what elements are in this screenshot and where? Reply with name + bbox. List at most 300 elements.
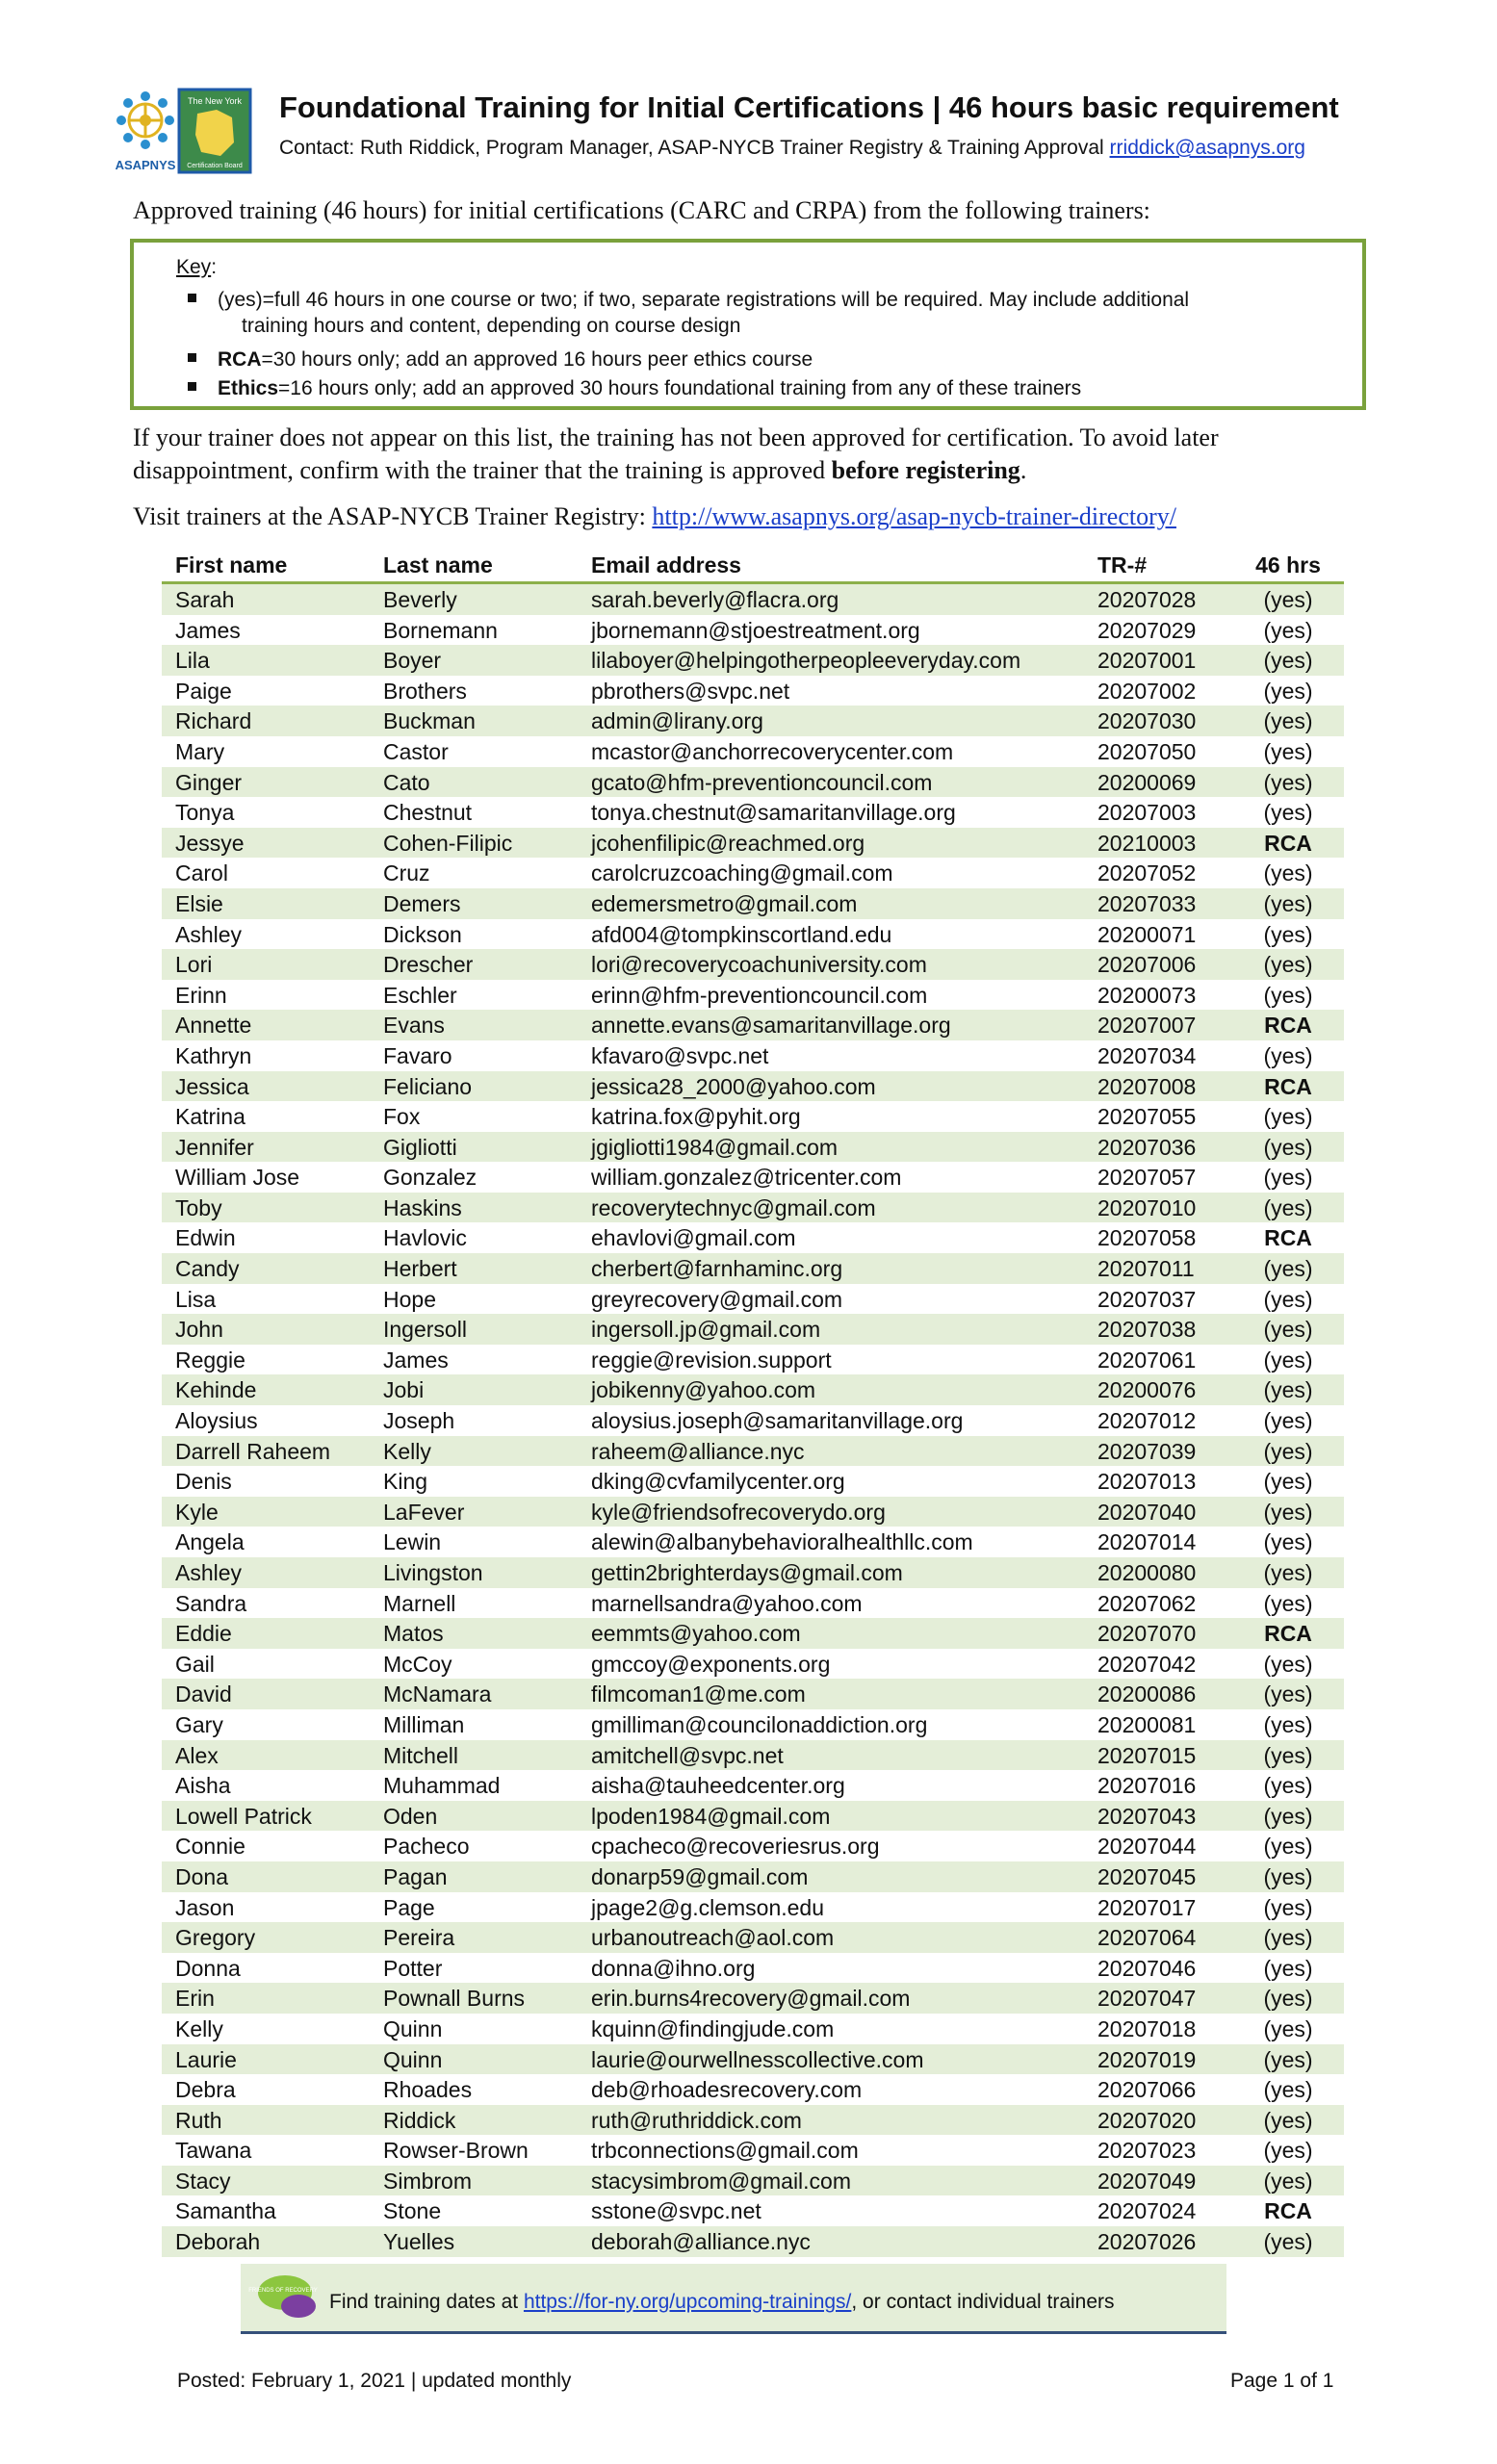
cell-tr-number: 20207011 [1097, 1256, 1195, 1282]
cell-tr-number: 20207040 [1097, 1499, 1197, 1525]
table-row [162, 1983, 1344, 2014]
cell-hours: (yes) [1263, 1165, 1313, 1191]
cell-last-name: Rhoades [383, 2077, 473, 2103]
cell-last-name: Joseph [383, 1408, 455, 1434]
cell-tr-number: 20207017 [1097, 1894, 1197, 1920]
cell-hours: RCA [1264, 830, 1312, 856]
page-number: Page 1 of 1 [1230, 2370, 1334, 2392]
cell-tr-number: 20207037 [1097, 1286, 1197, 1312]
cell-last-name: Gigliotti [383, 1134, 457, 1160]
cell-tr-number: 20207070 [1097, 1621, 1197, 1647]
cell-email[interactable]: gmccoy@exponents.org [591, 1651, 831, 1677]
cell-email[interactable]: jcohenfilipic@reachmed.org [591, 830, 865, 856]
cell-tr-number: 20207012 [1097, 1408, 1197, 1434]
cell-email[interactable]: amitchell@svpc.net [591, 1742, 784, 1768]
cell-hours: RCA [1264, 1621, 1312, 1647]
table-row [162, 1922, 1344, 1953]
cell-email[interactable]: laurie@ourwellnesscollective.com [591, 2046, 924, 2072]
cell-first-name: Katrina [175, 1104, 245, 1130]
cell-email[interactable]: erinn@hfm-preventioncouncil.com [591, 982, 928, 1008]
cell-hours: (yes) [1263, 1834, 1313, 1860]
cell-last-name: Favaro [383, 1042, 452, 1068]
cell-hours: (yes) [1263, 1803, 1313, 1829]
cell-last-name: Drescher [383, 952, 474, 978]
cell-first-name: Stacy [175, 2168, 231, 2194]
cell-tr-number: 20207043 [1097, 1803, 1197, 1829]
table-row [162, 1892, 1344, 1923]
cell-email[interactable]: dking@cvfamilycenter.org [591, 1469, 845, 1495]
cell-hours: (yes) [1263, 2077, 1313, 2103]
cell-last-name: Quinn [383, 2015, 443, 2041]
cell-tr-number: 20207033 [1097, 890, 1197, 916]
cell-first-name: Sandra [175, 1590, 247, 1616]
cell-tr-number: 20207019 [1097, 2046, 1197, 2072]
key-label [176, 256, 217, 279]
cell-email[interactable]: deb@rhoadesrecovery.com [591, 2077, 863, 2103]
cell-tr-number: 20207003 [1097, 800, 1197, 826]
intro-text: Approved training (46 hours) for initial certifications (CARC and CRPA) from the following trainers: [133, 196, 1150, 224]
cell-tr-number: 20207018 [1097, 2015, 1197, 2041]
cell-hours: (yes) [1263, 1194, 1313, 1220]
cell-tr-number: 20207007 [1097, 1013, 1197, 1039]
cell-email[interactable]: marnellsandra@yahoo.com [591, 1590, 863, 1616]
page-title: Foundational Training for Initial Certifications | 46 hours basic requirement [279, 90, 1339, 124]
key-label-colon: : [211, 256, 218, 278]
bullet-icon [188, 382, 196, 391]
cell-last-name: Marnell [383, 1590, 456, 1616]
cell-first-name: Connie [175, 1834, 245, 1860]
table-row [162, 2195, 1344, 2226]
cell-first-name: Lori [175, 952, 213, 978]
cell-last-name: Potter [383, 1955, 443, 1981]
cell-last-name: Simbrom [383, 2168, 473, 2194]
notice-line-2-text: disappointment, confirm with the trainer that the training is approved [133, 456, 832, 484]
cell-email[interactable]: edemersmetro@gmail.com [591, 890, 858, 916]
cell-first-name: Aloysius [175, 1408, 258, 1434]
cell-first-name: Ashley [175, 1560, 243, 1585]
cell-last-name: Brothers [383, 678, 467, 704]
table-row [162, 1374, 1344, 1405]
cell-hours: (yes) [1263, 860, 1313, 886]
cell-tr-number: 20207052 [1097, 860, 1197, 886]
cell-last-name: Stone [383, 2198, 442, 2224]
cell-email[interactable]: aloysius.joseph@samaritanvillage.org [591, 1408, 964, 1434]
cell-first-name: Carol [175, 860, 228, 886]
notice-line-1: If your trainer does not appear on this list, the training has not been approved for certification. To avoid later [133, 424, 1219, 451]
cell-email[interactable]: william.gonzalez@tricenter.com [591, 1165, 902, 1191]
cell-hours: (yes) [1263, 1711, 1313, 1737]
table-row [162, 1649, 1344, 1680]
cell-hours: (yes) [1263, 890, 1313, 916]
cell-tr-number: 20207010 [1097, 1194, 1197, 1220]
cell-email[interactable]: raheem@alliance.nyc [591, 1438, 805, 1464]
cell-last-name: Feliciano [383, 1073, 473, 1099]
for-logo-text: FRIENDS OF RECOVERY [248, 2288, 318, 2294]
cell-last-name: Pownall Burns [383, 1986, 526, 2012]
cell-email[interactable]: deborah@alliance.nyc [591, 2229, 811, 2255]
cell-email[interactable]: jpage2@g.clemson.edu [591, 1894, 825, 1920]
cell-tr-number: 20207014 [1097, 1529, 1197, 1555]
table-row [162, 1709, 1344, 1740]
cell-hours: RCA [1264, 1013, 1312, 1039]
table-row [162, 1040, 1344, 1071]
cell-hours: (yes) [1263, 1742, 1313, 1768]
cell-first-name: Sarah [175, 587, 235, 612]
cell-email[interactable]: jessica28_2000@yahoo.com [591, 1073, 876, 1099]
cell-tr-number: 20207064 [1097, 1925, 1197, 1951]
cell-tr-number: 20207015 [1097, 1742, 1197, 1768]
cell-hours: (yes) [1263, 587, 1313, 612]
cell-email[interactable]: pbrothers@svpc.net [591, 678, 790, 704]
cell-last-name: Herbert [383, 1256, 457, 1282]
cell-first-name: Edwin [175, 1225, 236, 1251]
cell-email[interactable]: lpoden1984@gmail.com [591, 1803, 831, 1829]
cell-email[interactable]: ingersoll.jp@gmail.com [591, 1317, 821, 1343]
cell-last-name: Jobi [383, 1377, 425, 1403]
notice-line-2 [133, 456, 1026, 485]
cell-first-name: Aisha [175, 1773, 231, 1799]
find-text: Find training dates at [329, 2291, 524, 2313]
find-suffix: , or contact individual trainers [851, 2291, 1115, 2313]
cell-hours: (yes) [1263, 1347, 1313, 1373]
cell-tr-number: 20207023 [1097, 2138, 1197, 2164]
cell-hours: (yes) [1263, 1286, 1313, 1312]
key-box [130, 239, 1366, 410]
contact-text: Contact: Ruth Riddick, Program Manager, ASAP-NYCB Trainer Registry & Training Approval [279, 137, 1110, 159]
cell-tr-number: 20207002 [1097, 678, 1197, 704]
key-item-rca [188, 348, 813, 372]
table-row [162, 584, 1344, 615]
key-item-yes [188, 289, 1189, 312]
asapnys-logo [114, 89, 177, 177]
cell-tr-number: 20207044 [1097, 1834, 1197, 1860]
table-row [162, 1801, 1344, 1832]
table-row [162, 1436, 1344, 1467]
cell-hours: RCA [1264, 1073, 1312, 1099]
cell-first-name: Mary [175, 738, 225, 764]
key-ethics-text: =16 hours only; add an approved 30 hours foundational training from any of these trainers [278, 377, 1082, 399]
cell-last-name: Cato [383, 769, 430, 795]
key-item-yes-text: (yes)=full 46 hours in one course or two; if two, separate registrations will be required. May include additional [218, 289, 1190, 311]
cell-last-name: Livingston [383, 1560, 483, 1585]
table-row [162, 676, 1344, 706]
cell-last-name: Riddick [383, 2107, 456, 2133]
cell-first-name: Gregory [175, 1925, 256, 1951]
registry-text: Visit trainers at the ASAP-NYCB Trainer Registry: [133, 502, 653, 530]
cell-hours: (yes) [1263, 952, 1313, 978]
cell-email[interactable]: cherbert@farnhaminc.org [591, 1256, 843, 1282]
table-row [162, 706, 1344, 736]
cell-email[interactable]: afd004@tompkinscortland.edu [591, 921, 892, 947]
table-row [162, 888, 1344, 919]
cell-email[interactable]: kyle@friendsofrecoverydo.org [591, 1499, 886, 1525]
cell-hours: (yes) [1263, 2107, 1313, 2133]
table-row [162, 615, 1344, 646]
cell-first-name: Angela [175, 1529, 245, 1555]
cell-hours: (yes) [1263, 982, 1313, 1008]
table-row [162, 2014, 1344, 2044]
cell-hours: (yes) [1263, 678, 1313, 704]
cell-last-name: Ingersoll [383, 1317, 467, 1343]
cell-last-name: Hope [383, 1286, 436, 1312]
cell-first-name: John [175, 1317, 223, 1343]
cell-email[interactable]: katrina.fox@pyhit.org [591, 1104, 801, 1130]
table-row [162, 1466, 1344, 1497]
cell-first-name: Erinn [175, 982, 227, 1008]
cell-last-name: Haskins [383, 1194, 462, 1220]
cell-email[interactable]: gettin2brighterdays@gmail.com [591, 1560, 903, 1585]
cell-last-name: Pagan [383, 1863, 448, 1889]
table-row [162, 1101, 1344, 1132]
cell-first-name: Candy [175, 1256, 240, 1282]
bullet-icon [188, 353, 196, 362]
cell-last-name: Demers [383, 890, 461, 916]
cell-last-name: Rowser-Brown [383, 2138, 529, 2164]
table-row [162, 2166, 1344, 2196]
asapnys-logo-text: ASAPNYS [115, 158, 176, 172]
cell-email[interactable]: kfavaro@svpc.net [591, 1042, 769, 1068]
cell-hours: (yes) [1263, 1104, 1313, 1130]
cell-first-name: Kathryn [175, 1042, 252, 1068]
cell-email[interactable]: jbornemann@stjoestreatment.org [591, 617, 920, 643]
cell-hours: (yes) [1263, 1529, 1313, 1555]
table-row [162, 1284, 1344, 1315]
cell-last-name: Quinn [383, 2046, 443, 2072]
cell-email[interactable]: annette.evans@samaritanvillage.org [591, 1013, 951, 1039]
cell-first-name: Tawana [175, 2138, 252, 2164]
nycb-logo-bottom: Certification Board [187, 163, 243, 169]
table-row [162, 858, 1344, 888]
cell-last-name: Boyer [383, 648, 442, 674]
cell-tr-number: 20207034 [1097, 1042, 1197, 1068]
cell-email[interactable]: sarah.beverly@flacra.org [591, 587, 839, 612]
cell-email[interactable]: admin@lirany.org [591, 708, 763, 734]
cell-hours: (yes) [1263, 2015, 1313, 2041]
cell-email[interactable]: lilaboyer@helpingotherpeopleeveryday.com [591, 648, 1021, 674]
header-first-name: First name [175, 552, 288, 578]
cell-email[interactable]: gcato@hfm-preventioncouncil.com [591, 769, 933, 795]
table-row [162, 1831, 1344, 1861]
cell-hours: (yes) [1263, 2168, 1313, 2194]
cell-first-name: Richard [175, 708, 252, 734]
cell-last-name: LaFever [383, 1499, 465, 1525]
cell-email[interactable]: eemmts@yahoo.com [591, 1621, 801, 1647]
nycb-logo [178, 89, 251, 173]
trainings-link[interactable]: https://for-ny.org/upcoming-trainings/ [523, 2291, 852, 2313]
table-row [162, 1010, 1344, 1040]
cell-email[interactable]: kquinn@findingjude.com [591, 2015, 835, 2041]
cell-hours: (yes) [1263, 1408, 1313, 1434]
registry-link[interactable]: http://www.asapnys.org/asap-nycb-trainer-directory/ [652, 502, 1176, 530]
cell-first-name: Erin [175, 1986, 215, 2012]
cell-last-name: Castor [383, 738, 449, 764]
cell-last-name: Evans [383, 1013, 445, 1039]
cell-last-name: Chestnut [383, 800, 473, 826]
cell-first-name: Jennifer [175, 1134, 254, 1160]
cell-hours: (yes) [1263, 1894, 1313, 1920]
cell-first-name: Dona [175, 1863, 228, 1889]
cell-last-name: McNamara [383, 1681, 492, 1707]
table-row [162, 1193, 1344, 1223]
cell-tr-number: 20207047 [1097, 1986, 1197, 2012]
cell-first-name: Jessye [175, 830, 245, 856]
cell-last-name: Matos [383, 1621, 444, 1647]
table-row [162, 1314, 1344, 1345]
table-header [162, 551, 1344, 584]
cell-hours: (yes) [1263, 1863, 1313, 1889]
table-row [162, 767, 1344, 798]
cell-first-name: David [175, 1681, 232, 1707]
cell-email[interactable]: donarp59@gmail.com [591, 1863, 809, 1889]
cell-first-name: Ruth [175, 2107, 222, 2133]
cell-last-name: Buckman [383, 708, 476, 734]
cell-email[interactable]: ehavlovi@gmail.com [591, 1225, 796, 1251]
cell-email[interactable]: alewin@albanybehavioralhealthllc.com [591, 1529, 973, 1555]
cell-hours: (yes) [1263, 738, 1313, 764]
find-dates-line [329, 2291, 1115, 2314]
cell-email[interactable]: gmilliman@councilonaddiction.org [591, 1711, 928, 1737]
cell-email[interactable]: tonya.chestnut@samaritanvillage.org [591, 800, 956, 826]
cell-email[interactable]: reggie@revision.support [591, 1347, 832, 1373]
table-row [162, 1162, 1344, 1193]
cell-first-name: Samantha [175, 2198, 276, 2224]
cell-tr-number: 20207030 [1097, 708, 1197, 734]
cell-first-name: Laurie [175, 2046, 237, 2072]
cell-email[interactable]: donna@ihno.org [591, 1955, 756, 1981]
cell-hours: (yes) [1263, 2229, 1313, 2255]
cell-hours: (yes) [1263, 1042, 1313, 1068]
contact-email-link[interactable]: rriddick@asapnys.org [1109, 137, 1305, 159]
cell-tr-number: 20207061 [1097, 1347, 1197, 1373]
cell-email[interactable]: sstone@svpc.net [591, 2198, 761, 2224]
table-row [162, 2226, 1344, 2257]
table-row [162, 797, 1344, 828]
cell-last-name: McCoy [383, 1651, 452, 1677]
cell-email[interactable]: aisha@tauheedcenter.org [591, 1773, 845, 1799]
cell-tr-number: 20200081 [1097, 1711, 1197, 1737]
cell-hours: (yes) [1263, 1925, 1313, 1951]
cell-email[interactable]: greyrecovery@gmail.com [591, 1286, 843, 1312]
registry-line [133, 502, 1176, 531]
cell-tr-number: 20200080 [1097, 1560, 1197, 1585]
cell-email[interactable]: stacysimbrom@gmail.com [591, 2168, 852, 2194]
cell-last-name: Page [383, 1894, 435, 1920]
cell-first-name: Reggie [175, 1347, 245, 1373]
table-body [162, 584, 1344, 2257]
cell-tr-number: 20207039 [1097, 1438, 1197, 1464]
cell-email[interactable]: filmcoman1@me.com [591, 1681, 806, 1707]
cell-email[interactable]: mcastor@anchorrecoverycenter.com [591, 738, 954, 764]
cell-tr-number: 20207049 [1097, 2168, 1197, 2194]
bullet-icon [188, 294, 196, 302]
key-ethics-bold: Ethics [218, 377, 279, 399]
cell-hours: (yes) [1263, 921, 1313, 947]
key-item-yes-cont: training hours and content, depending on course design [242, 315, 741, 337]
cell-tr-number: 20207045 [1097, 1863, 1197, 1889]
cell-hours: (yes) [1263, 1560, 1313, 1585]
cell-first-name: Jason [175, 1894, 235, 1920]
cell-last-name: Oden [383, 1803, 438, 1829]
table-row [162, 1071, 1344, 1102]
table-row [162, 1345, 1344, 1375]
cell-first-name: Paige [175, 678, 232, 704]
cell-tr-number: 20200076 [1097, 1377, 1197, 1403]
cell-email[interactable]: erin.burns4recovery@gmail.com [591, 1986, 911, 2012]
nycb-logo-top: The New York [187, 96, 243, 106]
cell-email[interactable]: jobikenny@yahoo.com [591, 1377, 816, 1403]
cell-hours: (yes) [1263, 2138, 1313, 2164]
cell-tr-number: 20207066 [1097, 2077, 1197, 2103]
table-row [162, 736, 1344, 767]
cell-tr-number: 20200073 [1097, 982, 1197, 1008]
cell-last-name: Eschler [383, 982, 457, 1008]
cell-email[interactable]: lori@recoverycoachuniversity.com [591, 952, 927, 978]
posted-date: Posted: February 1, 2021 | updated monthly [177, 2370, 572, 2392]
cell-email[interactable]: jgigliotti1984@gmail.com [591, 1134, 839, 1160]
cell-hours: (yes) [1263, 800, 1313, 826]
cell-tr-number: 20207016 [1097, 1773, 1197, 1799]
cell-tr-number: 20207024 [1097, 2198, 1197, 2224]
cell-hours: (yes) [1263, 1681, 1313, 1707]
cell-hours: (yes) [1263, 617, 1313, 643]
table-row [162, 1679, 1344, 1709]
table-row [162, 1740, 1344, 1771]
cell-email[interactable]: carolcruzcoaching@gmail.com [591, 860, 893, 886]
cell-last-name: Lewin [383, 1529, 442, 1555]
cell-tr-number: 20207013 [1097, 1469, 1197, 1495]
key-label-text: Key [176, 256, 212, 278]
table-row [162, 1253, 1344, 1284]
cell-first-name: Gail [175, 1651, 215, 1677]
cell-email[interactable]: recoverytechnyc@gmail.com [591, 1194, 876, 1220]
cell-email[interactable]: ruth@ruthriddick.com [591, 2107, 802, 2133]
cell-email[interactable]: trbconnections@gmail.com [591, 2138, 859, 2164]
cell-hours: (yes) [1263, 1438, 1313, 1464]
cell-last-name: Milliman [383, 1711, 465, 1737]
header-tr-number: TR-# [1097, 552, 1148, 578]
cell-first-name: William Jose [175, 1165, 300, 1191]
cell-first-name: Debra [175, 2077, 236, 2103]
cell-email[interactable]: cpacheco@recoveriesrus.org [591, 1834, 880, 1860]
cell-first-name: Elsie [175, 890, 223, 916]
cell-email[interactable]: urbanoutreach@aol.com [591, 1925, 835, 1951]
table-row [162, 2105, 1344, 2136]
table-row [162, 1557, 1344, 1588]
cell-last-name: Pacheco [383, 1834, 470, 1860]
cell-tr-number: 20210003 [1097, 830, 1197, 856]
cell-hours: (yes) [1263, 769, 1313, 795]
cell-first-name: Annette [175, 1013, 252, 1039]
cell-hours: (yes) [1263, 1986, 1313, 2012]
cell-last-name: Cruz [383, 860, 430, 886]
cell-first-name: Alex [175, 1742, 219, 1768]
cell-tr-number: 20207042 [1097, 1651, 1197, 1677]
cell-hours: (yes) [1263, 1134, 1313, 1160]
table-row [162, 1527, 1344, 1557]
cell-tr-number: 20200069 [1097, 769, 1197, 795]
cell-last-name: Pereira [383, 1925, 455, 1951]
table-row [162, 2135, 1344, 2166]
cell-last-name: Cohen-Filipic [383, 830, 513, 856]
table-row [162, 980, 1344, 1011]
cell-first-name: Ginger [175, 769, 243, 795]
cell-first-name: Donna [175, 1955, 241, 1981]
cell-tr-number: 20207046 [1097, 1955, 1197, 1981]
cell-last-name: Mitchell [383, 1742, 458, 1768]
cell-first-name: Darrell Raheem [175, 1438, 331, 1464]
cell-last-name: James [383, 1347, 449, 1373]
cell-first-name: Kyle [175, 1499, 219, 1525]
